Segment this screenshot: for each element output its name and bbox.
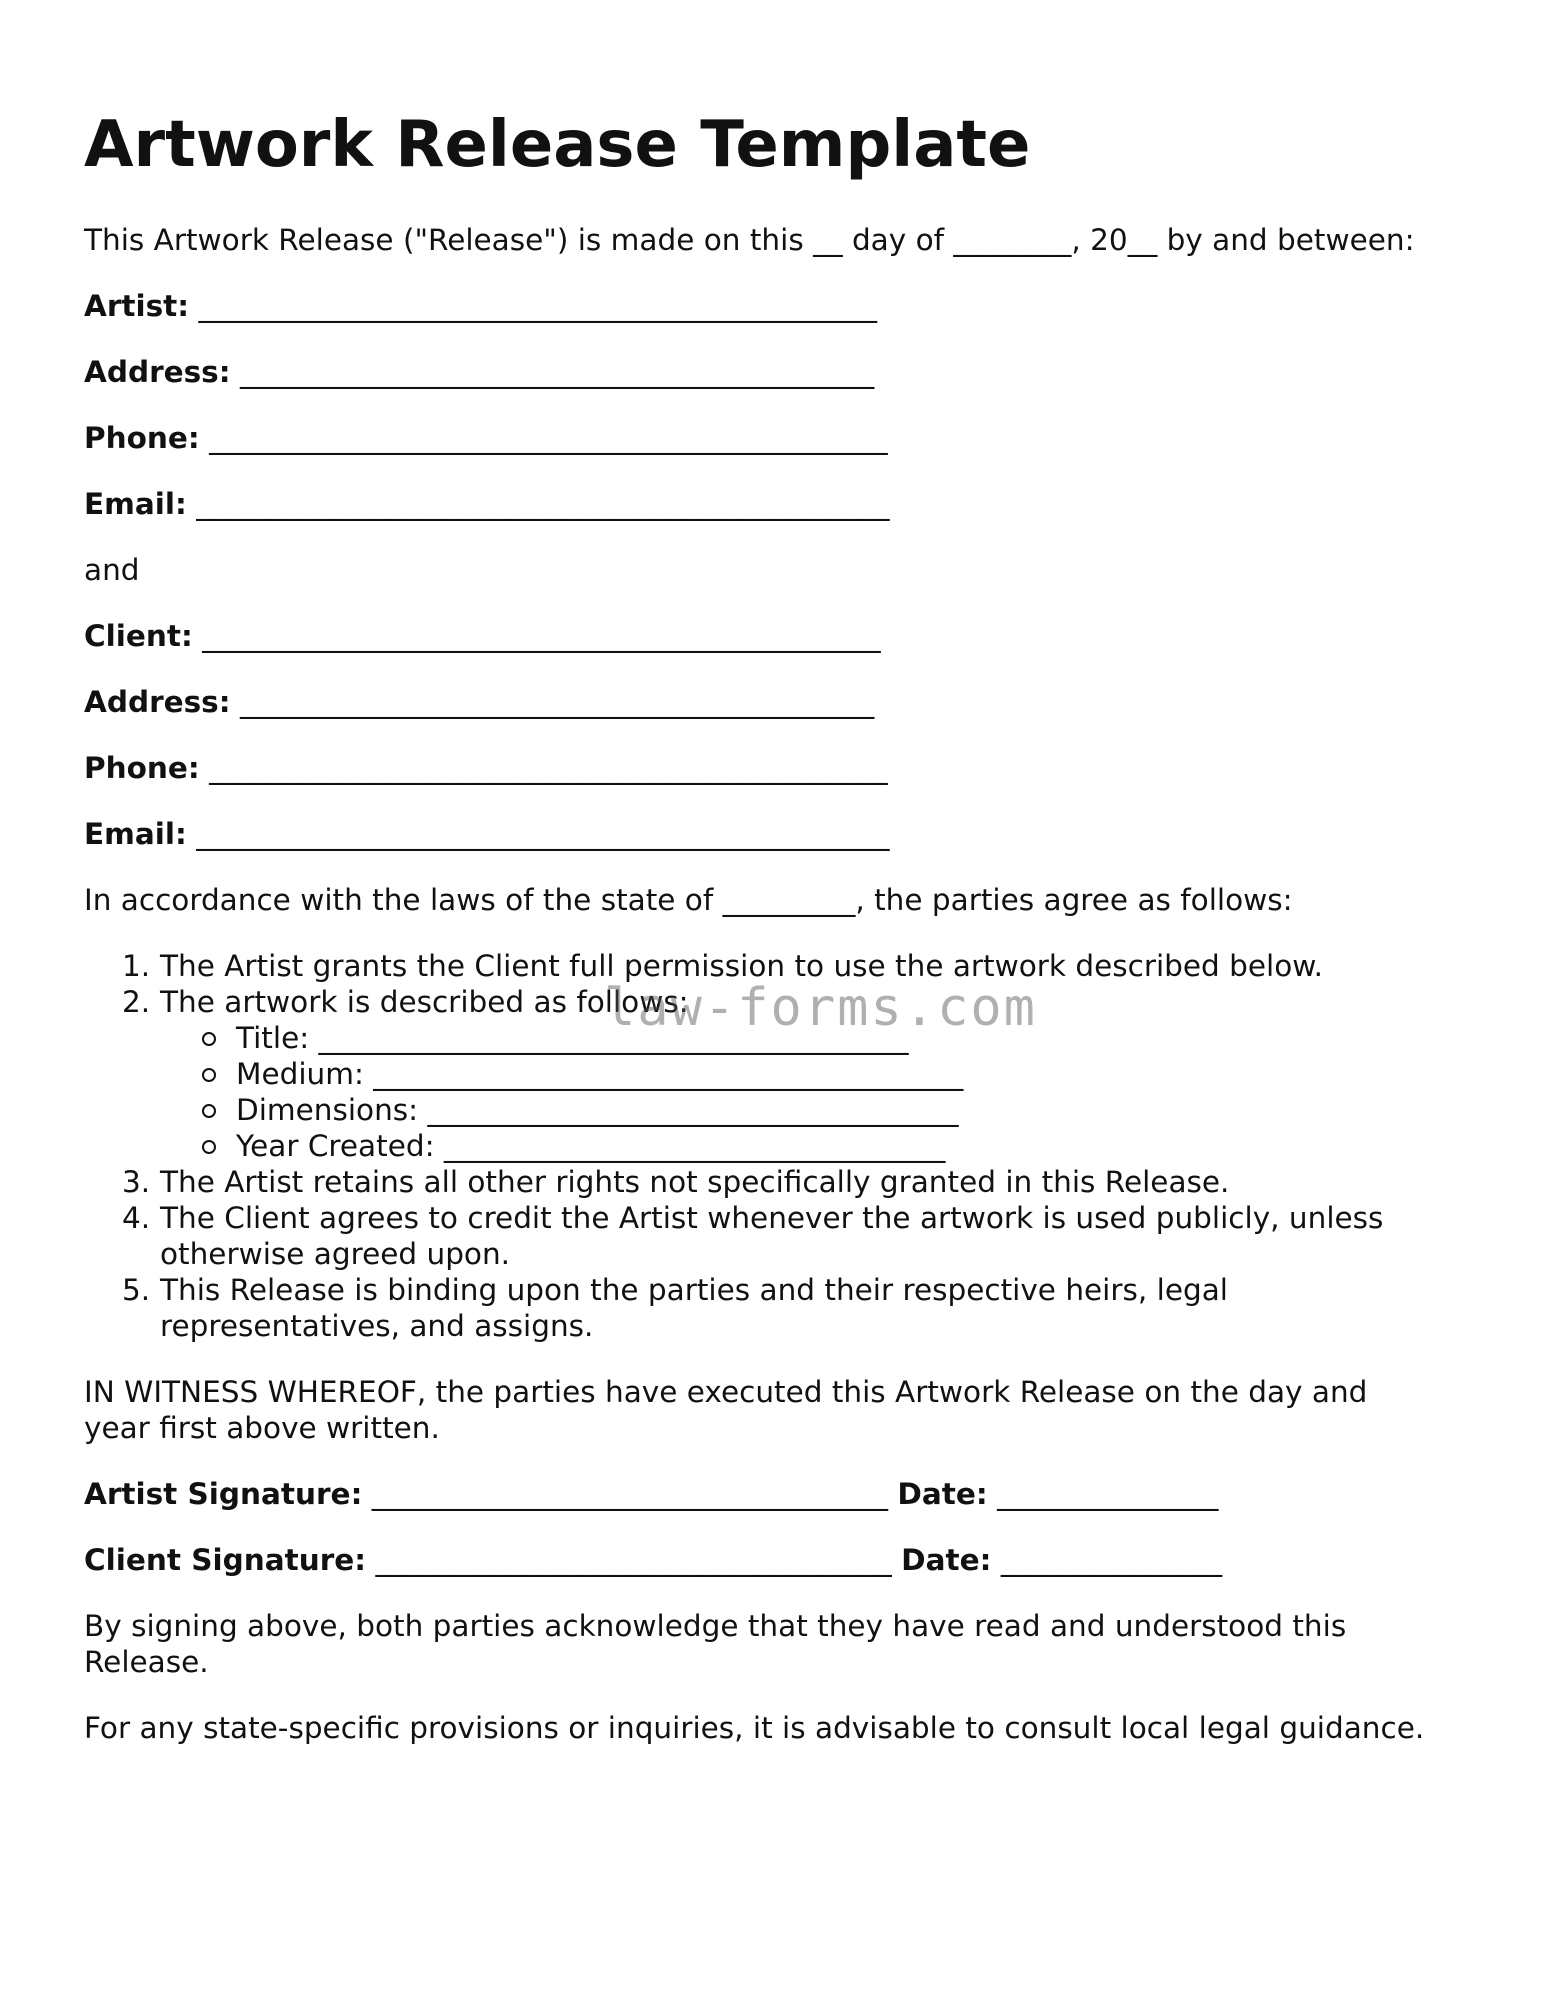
artist-address-blank: ___________________________________________ xyxy=(239,355,875,389)
client-signature-label: Client Signature: xyxy=(84,1543,367,1577)
intro-paragraph: This Artwork Release ("Release") is made on this __ day of ________, 20__ by and between: xyxy=(84,223,1415,257)
witness-paragraph xyxy=(84,1374,1367,1446)
term-item xyxy=(84,1200,1383,1272)
and-text: and xyxy=(84,553,140,587)
client-signature-row xyxy=(84,1542,1222,1578)
governing-law-paragraph: In accordance with the laws of the state of _________, the parties agree as follows: xyxy=(84,883,1293,917)
artist-signature-row xyxy=(84,1476,1218,1512)
term-number: 3. xyxy=(122,1165,151,1199)
artist-name-field xyxy=(84,288,877,324)
term-item xyxy=(84,1272,1383,1344)
client-email-label: Email: xyxy=(84,817,187,851)
artwork-field-item xyxy=(84,1092,1383,1128)
watermark-text: law-forms.com xyxy=(604,978,1037,1038)
term-text: The Artist retains all other rights not specifically granted in this Release. xyxy=(160,1165,1230,1199)
acknowledge-line-2: Release. xyxy=(84,1645,209,1679)
client-date-label: Date: xyxy=(901,1543,992,1577)
term-text: The Artist grants the Client full permission to use the artwork described below. xyxy=(160,949,1324,983)
term-text: This Release is binding upon the parties and their respective heirs, legal xyxy=(160,1273,1228,1307)
client-email-field xyxy=(84,816,889,852)
bullet-circle-icon xyxy=(202,1104,216,1118)
artist-phone-blank: ______________________________________________ xyxy=(209,421,888,455)
artist-signature-label: Artist Signature: xyxy=(84,1477,363,1511)
artist-date-label: Date: xyxy=(897,1477,988,1511)
artist-name-blank: ______________________________________________ xyxy=(198,289,877,323)
client-signature-blank: ___________________________________ xyxy=(375,1543,892,1577)
artist-address-label: Address: xyxy=(84,355,231,389)
client-address-field xyxy=(84,684,874,720)
artist-phone-field xyxy=(84,420,888,456)
term-number: 5. xyxy=(122,1273,151,1307)
acknowledge-line-1: By signing above, both parties acknowledge that they have read and understood this xyxy=(84,1609,1347,1643)
artist-name-label: Artist: xyxy=(84,289,190,323)
artwork-medium-field: Medium: ________________________________________ xyxy=(236,1057,964,1091)
term-number: 1. xyxy=(122,949,151,983)
client-phone-label: Phone: xyxy=(84,751,200,785)
artist-email-field xyxy=(84,486,889,522)
artist-signature-blank: ___________________________________ xyxy=(371,1477,889,1511)
term-text-continued: representatives, and assigns. xyxy=(160,1309,594,1343)
bullet-circle-icon xyxy=(202,1068,216,1082)
client-email-blank: _______________________________________________ xyxy=(196,817,890,851)
witness-line-2: year first above written. xyxy=(84,1411,440,1445)
witness-line-1: IN WITNESS WHEREOF, the parties have executed this Artwork Release on the day and xyxy=(84,1375,1368,1409)
artwork-year-field: Year Created: __________________________________ xyxy=(236,1129,946,1163)
client-name-label: Client: xyxy=(84,619,193,653)
term-number: 4. xyxy=(122,1201,151,1235)
client-address-label: Address: xyxy=(84,685,231,719)
term-text: The artwork is described as follows: xyxy=(160,985,689,1019)
page-title: Artwork Release Template xyxy=(84,108,1031,182)
term-number: 2. xyxy=(122,985,151,1019)
artist-date-blank: _______________ xyxy=(997,1477,1219,1511)
artwork-field-item xyxy=(84,1128,1383,1164)
client-name-field xyxy=(84,618,881,654)
client-address-blank: ___________________________________________ xyxy=(239,685,875,719)
artist-phone-label: Phone: xyxy=(84,421,200,455)
artist-email-blank: _______________________________________________ xyxy=(196,487,890,521)
artwork-dimensions-field: Dimensions: ____________________________________ xyxy=(236,1093,959,1127)
artist-address-field xyxy=(84,354,874,390)
client-date-blank: _______________ xyxy=(1000,1543,1223,1577)
term-text: The Client agrees to credit the Artist whenever the artwork is used publicly, unless xyxy=(160,1201,1384,1235)
advice-paragraph: For any state-specific provisions or inquiries, it is advisable to consult local legal guidance. xyxy=(84,1711,1425,1745)
acknowledge-paragraph xyxy=(84,1608,1346,1680)
bullet-circle-icon xyxy=(202,1032,216,1046)
artwork-title-field: Title: ________________________________________ xyxy=(236,1021,909,1055)
client-phone-blank: ______________________________________________ xyxy=(209,751,888,785)
artwork-field-item xyxy=(84,1056,1383,1092)
client-name-blank: ______________________________________________ xyxy=(202,619,881,653)
bullet-circle-icon xyxy=(202,1140,216,1154)
artist-email-label: Email: xyxy=(84,487,187,521)
term-text-continued: otherwise agreed upon. xyxy=(160,1237,511,1271)
client-phone-field xyxy=(84,750,888,786)
term-item xyxy=(84,1164,1383,1200)
